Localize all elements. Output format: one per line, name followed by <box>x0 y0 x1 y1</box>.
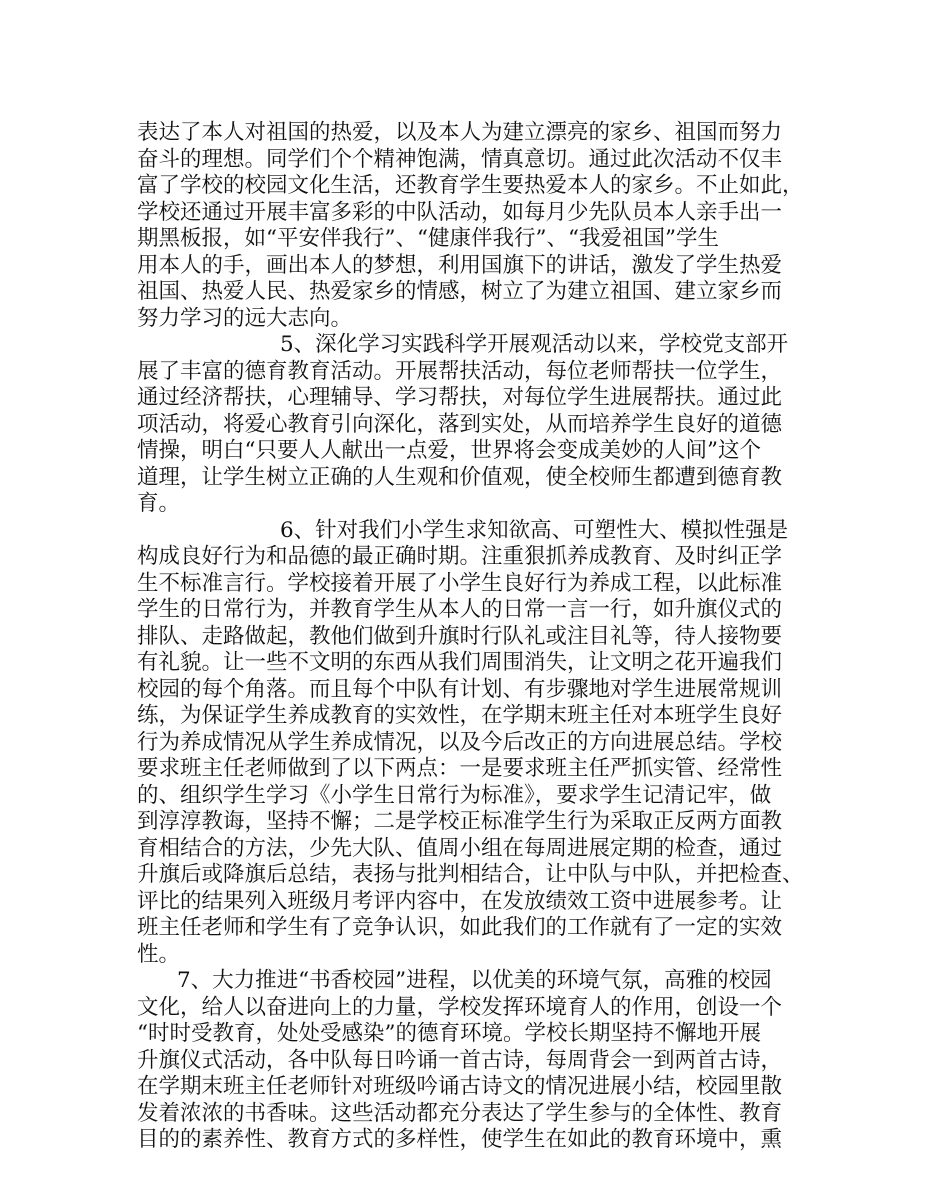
text-line: 祖国、热爱人民、热爱家乡的情感，树立了为建立祖国、建立家乡而 <box>137 279 783 304</box>
text-line: 项活动，将爱心教育引向深化，落到实处，从而培养学生良好的道德 <box>137 411 783 437</box>
text-line: 努力学习的远大志向。 <box>137 305 353 331</box>
text-line: 7、大力推进“书香校园”进程，以优美的环境气氛，高雅的校园 <box>177 968 772 993</box>
paragraph-continuation <box>137 120 827 332</box>
text-line: 富了学校的校园文化生活，还教育学生要热爱本人的家乡。不止如此， <box>137 173 804 198</box>
paragraph-7 <box>137 968 827 1154</box>
text-line: 生不标准言行。学校接着开展了小学生良好行为养成工程，以此标准 <box>137 570 783 596</box>
text-line: 的、组织学生学习《小学生日常行为标准》，要求学生记清记牢，做 <box>137 782 772 808</box>
text-line: 目的的素养性、教育方式的多样性，使学生在如此的教育环境中，熏 <box>137 1127 783 1152</box>
text-line: 6、针对我们小学生求知欲高、可塑性大、模拟性强是 <box>280 517 789 543</box>
text-line: 班主任老师和学生有了竞争认识，如此我们的工作就有了一定的实效 <box>137 915 783 940</box>
text-line: 育相结合的方法，少先大队、值周小组在每周进展定期的检查，通过 <box>137 835 783 861</box>
text-line: 升旗后或降旗后总结，表扬与批判相结合，让中队与中队，并把检查、 <box>137 862 804 887</box>
text-line: 练，为保证学生养成教育的实效性，在学期末班主任对本班学生良好 <box>137 703 783 728</box>
text-line: 学校还通过开展丰富多彩的中队活动，如每月少先队员本人亲手出一 <box>137 199 783 225</box>
text-line: 构成良好行为和品德的最正确时期。注重狠抓养成教育、及时纠正学 <box>137 544 783 569</box>
text-line: “时时受教育，处处受感染”的德育环境。学校长期坚持不懈地开展 <box>137 1021 761 1046</box>
text-line: 要求班主任老师做到了以下两点：一是要求班主任严抓实管、经常性 <box>137 756 783 781</box>
text-line: 有礼貌。让一些不文明的东西从我们周围消失，让文明之花开遍我们 <box>137 650 783 675</box>
text-line: 表达了本人对祖国的热爱，以及本人为建立漂亮的家乡、祖国而努力 <box>137 120 783 145</box>
text-line: 奋斗的理想。同学们个个精神饱满，情真意切。通过此次活动不仅丰 <box>137 146 783 172</box>
paragraph-5 <box>137 332 827 518</box>
text-line: 学生的日常行为，并教育学生从本人的日常一言一行，如升旗仪式的 <box>137 597 783 622</box>
text-line: 育。 <box>137 491 181 516</box>
text-line: 行为养成情况从学生养成情况，以及今后改正的方向进展总结。学校 <box>137 729 783 755</box>
text-line: 评比的结果列入班级月考评内容中，在发放绩效工资中进展参考。让 <box>137 888 783 914</box>
paragraph-6 <box>137 518 827 969</box>
text-line: 期黑板报，如“平安伴我行”、“健康伴我行”、“我爱祖国”学生 <box>137 226 719 251</box>
text-line: 在学期末班主任老师针对班级吟诵古诗文的情况进展小结，校园里散 <box>137 1074 783 1099</box>
text-line: 道理，让学生树立正确的人生观和价值观，使全校师生都遭到德育教 <box>137 464 783 490</box>
text-line: 校园的每个角落。而且每个中队有计划、有步骤地对学生进展常规训 <box>137 676 783 702</box>
text-line: 性。 <box>137 941 181 967</box>
text-line: 用本人的手，画出本人的梦想，利用国旗下的讲话，激发了学生热爱 <box>137 252 783 278</box>
text-line: 排队、走路做起，教他们做到升旗时行队礼或注目礼等，待人接物要 <box>137 623 783 649</box>
text-line: 展了丰富的德育教育活动。开展帮扶活动，每位老师帮扶一位学生， <box>137 358 783 384</box>
text-line: 到淳淳教诲，坚持不懈；二是学校正标准学生行为采取正反两方面教 <box>137 809 783 834</box>
text-line: 情操，明白“只要人人献出一点爱，世界将会变成美妙的人间”这个 <box>137 438 761 463</box>
text-line: 文化，给人以奋进向上的力量，学校发挥环境育人的作用，创设一个 <box>137 994 783 1020</box>
text-line: 升旗仪式活动，各中队每日吟诵一首古诗，每周背会一到两首古诗， <box>137 1047 783 1073</box>
document-body <box>137 120 827 1154</box>
text-line: 通过经济帮扶，心理辅导、学习帮扶，对每位学生进展帮扶。通过此 <box>137 385 783 410</box>
text-line: 5、深化学习实践科学开展观活动以来，学校党支部开 <box>280 332 789 357</box>
text-line: 发着浓浓的书香味。这些活动都充分表达了学生参与的全体性、教育 <box>137 1100 783 1126</box>
